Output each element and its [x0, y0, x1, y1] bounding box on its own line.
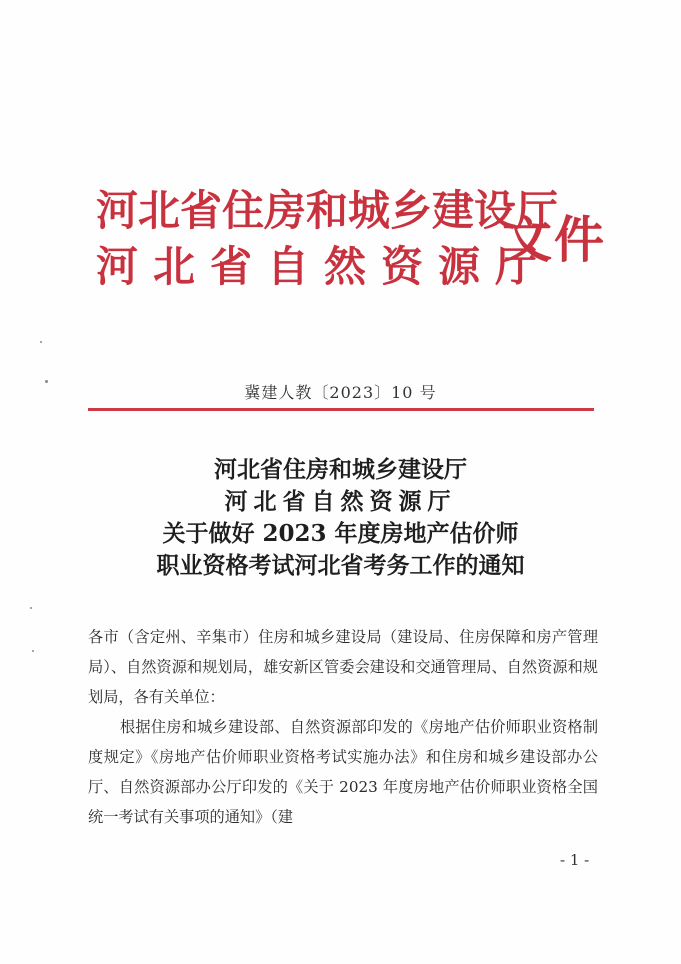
- title-line-4: 职业资格考试河北省考务工作的通知: [156, 552, 525, 579]
- issuing-agency-1: 河北省住房和城乡建设厅: [96, 186, 559, 235]
- scan-speck: [32, 650, 34, 652]
- header-divider: [88, 408, 594, 411]
- document-type-label: 文件: [502, 211, 606, 269]
- title-line-1: 河北省住房和城乡建设厅: [214, 456, 467, 483]
- notice-title: [0, 454, 681, 582]
- issuing-agency-2: 河北省自然资源厅: [96, 242, 553, 291]
- page-number: - 1 -: [560, 851, 590, 869]
- scan-speck: [30, 607, 32, 609]
- document-body: [88, 622, 598, 832]
- title-line-3: 关于做好 2023 年度房地产估价师: [162, 520, 519, 547]
- title-line-2: 河北省自然资源厅: [224, 488, 457, 515]
- body-paragraph: 根据住房和城乡建设部、自然资源部印发的《房地产估价师职业资格制度规定》《房地产估价师职业资格考试实施办法》和住房和城乡建设部办公厅、自然资源部办公厅印发的《关于 2023 年度房地产估价师职业资格全国统一考试有关事项的通知》（建: [88, 718, 598, 826]
- salutation: 各市（含定州、辛集市）住房和城乡建设局（建设局、住房保障和房产管理局）、自然资源和规划局，雄安新区管委会建设和交通管理局、自然资源和规划局，各有关单位：: [88, 628, 598, 706]
- scan-speck: [40, 341, 42, 343]
- scan-speck: [45, 380, 48, 383]
- document-number: 冀建人教〔2023〕10 号: [244, 383, 437, 402]
- document-header: [96, 186, 606, 306]
